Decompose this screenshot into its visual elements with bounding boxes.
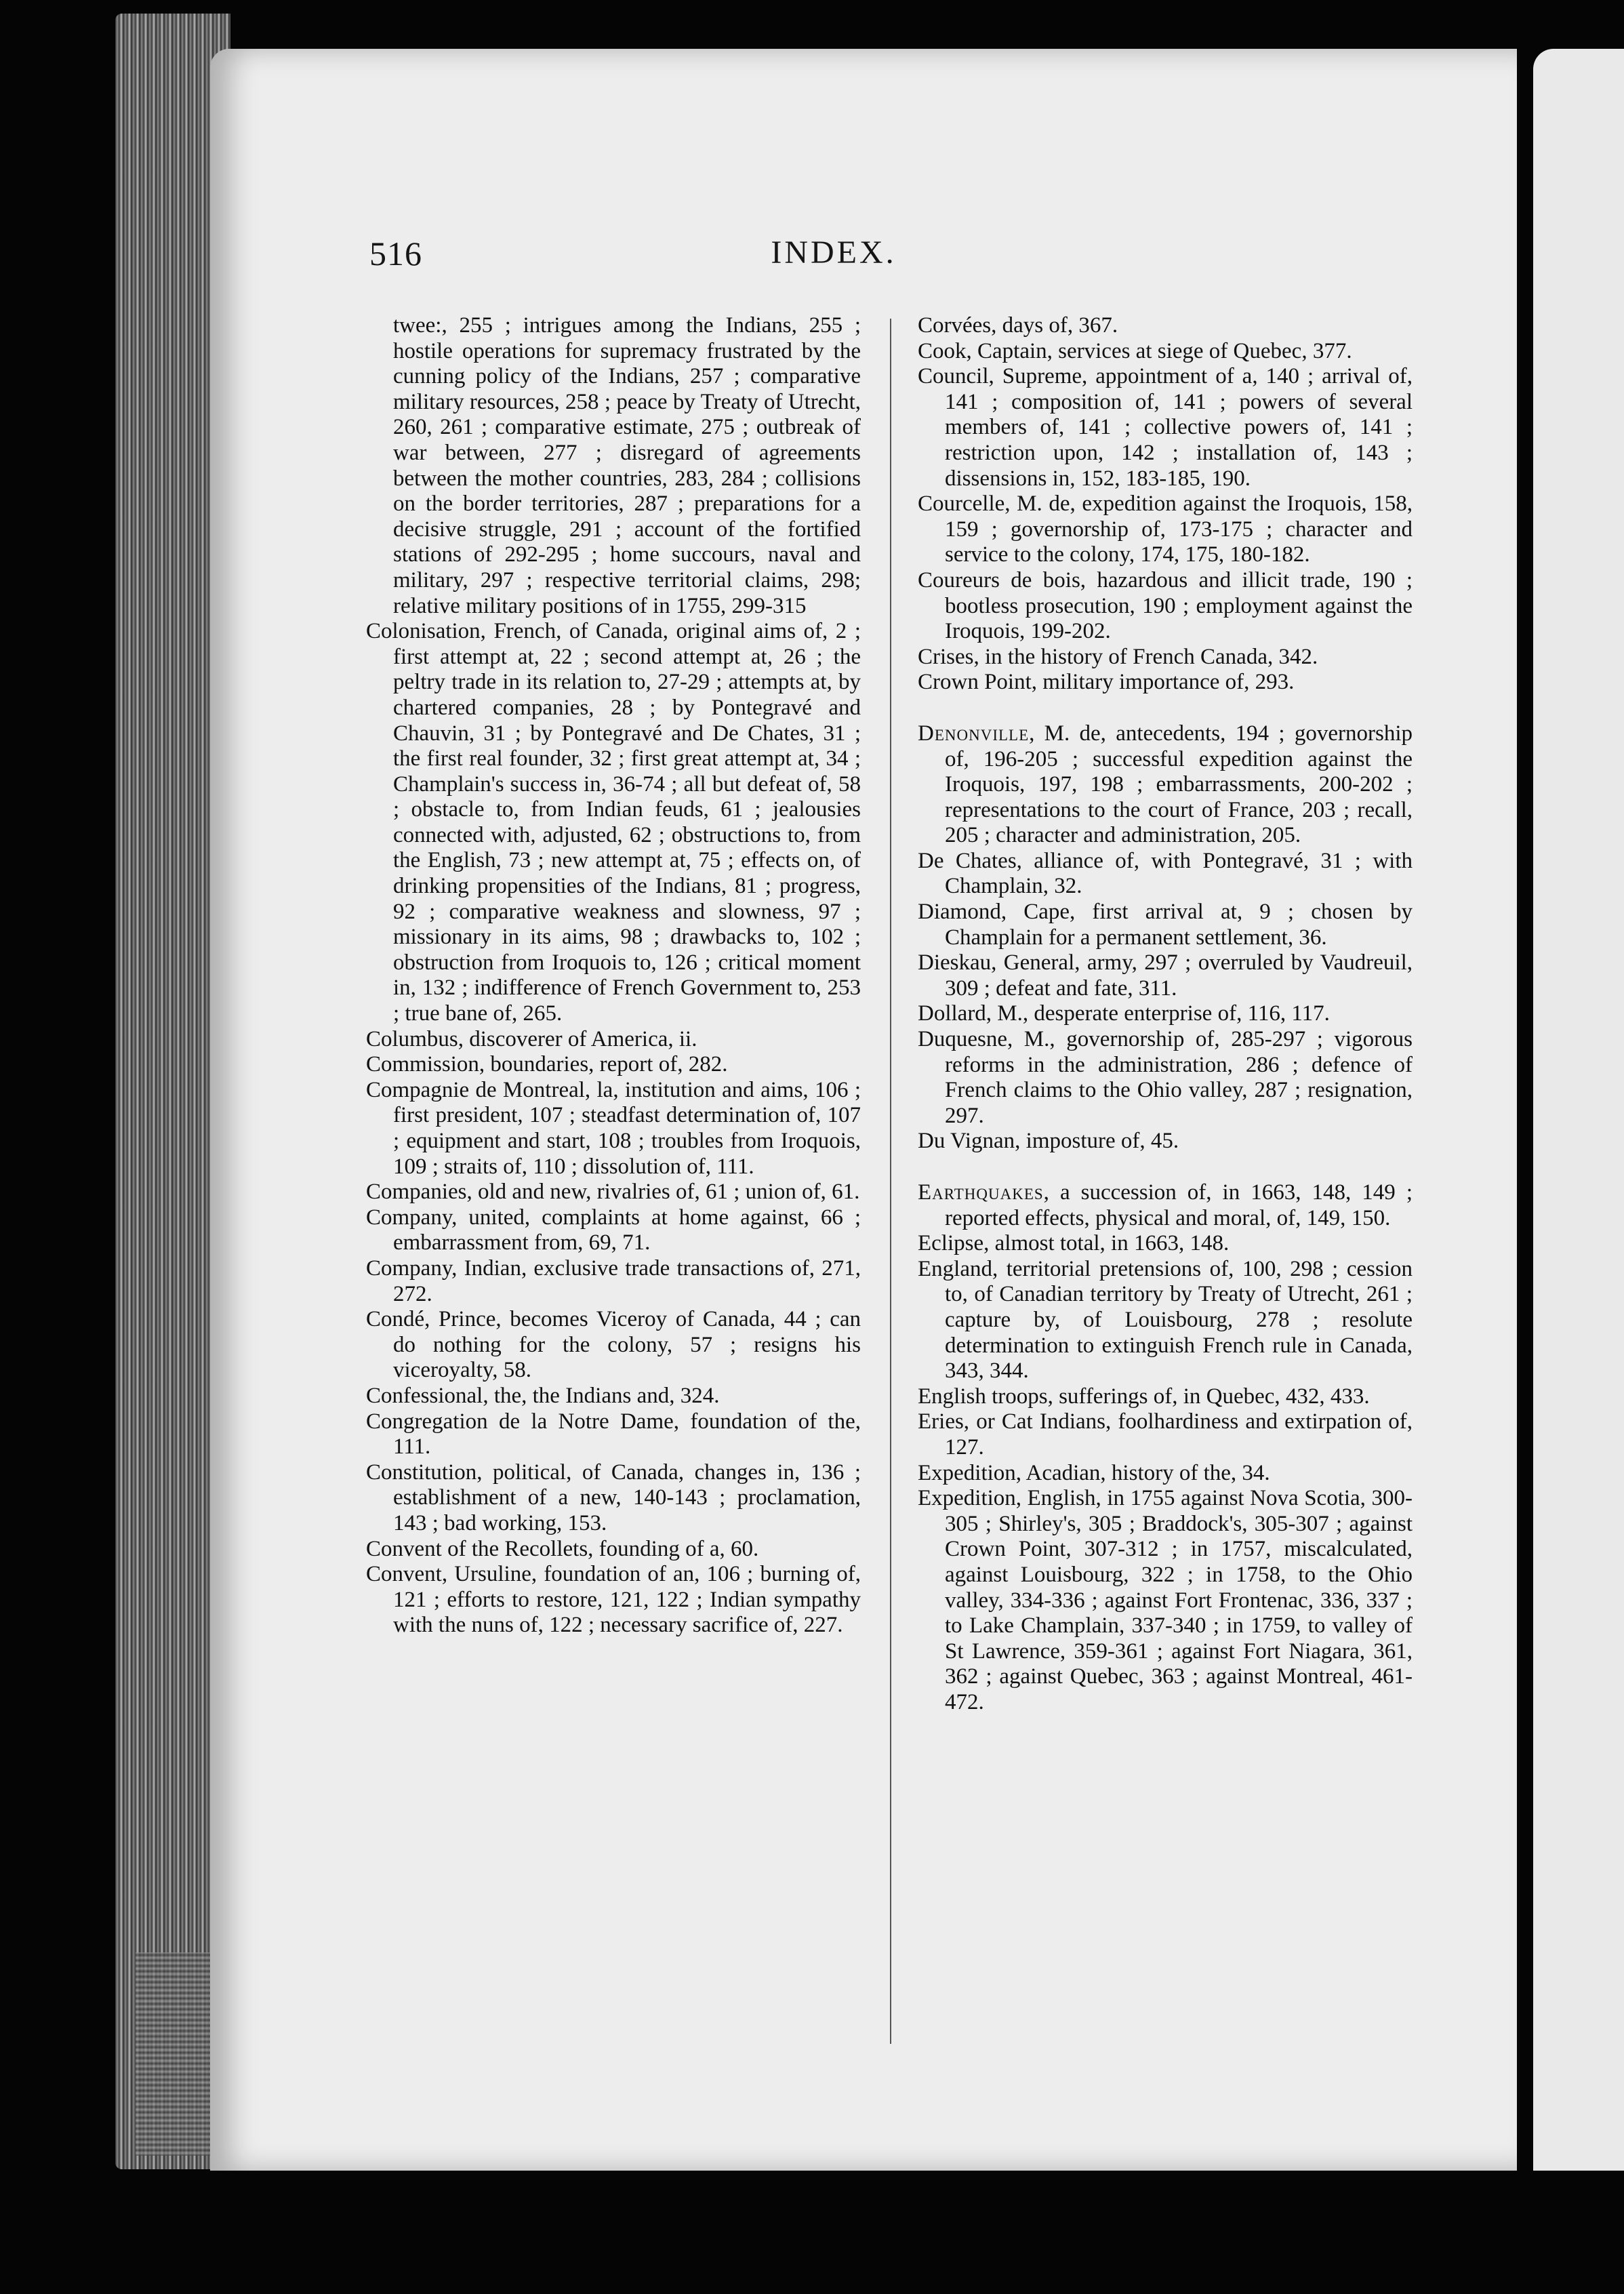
section-lead-word: Earthquakes: [918, 1180, 1044, 1205]
index-entry: Cook, Captain, services at siege of Quebec, 377.: [918, 338, 1352, 363]
index-entry: Du Vignan, imposture of, 45.: [918, 1129, 1179, 1154]
index-entry: Condé, Prince, becomes Viceroy of Canada, 44 ; can do nothing for the colony, 57 ; resigns his viceroyalty, 58.: [366, 1307, 861, 1383]
section-lead-word: Denonville: [918, 721, 1030, 746]
index-entry: Eclipse, almost total, in 1663, 148.: [918, 1231, 1230, 1256]
index-entry: Columbus, discoverer of America, ii.: [366, 1026, 697, 1051]
index-entry: Dieskau, General, army, 297 ; overruled by Vaudreuil, 309 ; defeat and fate, 311.: [918, 950, 1413, 1001]
index-entry: Colonisation, French, of Canada, original aims of, 2 ; first attempt at, 22 ; second attempt at, 26 ; the peltry trade in its relation to, 27-29 ; attempts at, by chartered companies, 28 ; by Pontegravé and Chauvin, 31 ; by Pontegravé and De Chates, 31 ; the first real founder, 32 ; first great attempt at, 34 ; Champlain's success in, 36-74 ; all but defeat of, 58 ; obstacle to, from Indian feuds, 61 ; jealousies connected with, adjusted, 62 ; obstructions to, from the English, 73 ; new attempt at, 75 ; effects on, of drinking propensities of the Indians, 81 ; progress, 92 ; comparative weakness and slowness, 97 ; missionary in its aims, 98 ; drawbacks to, 102 ; obstruction from Iroquois to, 126 ; critical moment in, 132 ; indifference of French Government to, 253 ; true bane of, 265.: [366, 619, 861, 1026]
index-entry: England, territorial pretensions of, 100, 298 ; cession to, of Canadian territory by Treaty of Utrecht, 261 ; capture by, of Louisbourg, 278 ; resolute determination to extinguish French rule in Canada, 343, 344.: [918, 1256, 1413, 1384]
index-entry: Coureurs de bois, hazardous and illicit trade, 190 ; bootless prosecution, 190 ; employment against the Iroquois, 199-202.: [918, 567, 1413, 644]
index-entry: Expedition, English, in 1755 against Nova Scotia, 300-305 ; Shirley's, 305 ; Braddock's, 305-307 ; against Crown Point, 307-312 ; in 1757, miscalculated, against Louisbourg, 322 ; in 1758, to the Ohio valley, 334-336 ; against Fort Frontenac, 336, 337 ; to Lake Champlain, 337-340 ; in 1759, to valley of St Lawrence, 359-361 ; against Fort Niagara, 361, 362 ; against Quebec, 363 ; against Montreal, 461-472.: [918, 1486, 1413, 1714]
index-entry: Corvées, days of, 367.: [918, 313, 1118, 338]
index-entry: Expedition, Acadian, history of the, 34.: [918, 1460, 1270, 1485]
index-entry: Council, Supreme, appointment of a, 140 ; arrival of, 141 ; composition of, 141 ; powers of several members of, 141 ; collective powers of, 141 ; restriction upon, 142 ; installation of, 143 ; dissensions in, 152, 183-185, 190.: [918, 364, 1413, 491]
index-entry: [918, 721, 1413, 849]
index-entry: twee:, 255 ; intrigues among the Indians, 255 ; hostile operations for supremacy frustrated by the cunning policy of the Indians, 257 ; comparative military resources, 258 ; peace by Treaty of Utrecht, 260, 261 ; comparative estimate, 275 ; outbreak of war between, 277 ; disregard of agreements between the mother countries, 283, 284 ; collisions on the border territories, 287 ; preparations for a decisive struggle, 291 ; account of the fortified stations of 292-295 ; home succours, naval and military, 297 ; respective territorial claims, 298; relative military positions of in 1755, 299-315: [393, 313, 861, 618]
index-entry: Constitution, political, of Canada, changes in, 136 ; establishment of a new, 140-143 ; proclamation, 143 ; bad working, 153.: [366, 1460, 861, 1535]
page-number: 516: [369, 235, 422, 273]
index-column-left: [366, 313, 861, 1638]
index-entry: Commission, boundaries, report of, 282.: [366, 1052, 728, 1077]
index-entry: English troops, sufferings of, in Quebec, 432, 433.: [918, 1384, 1370, 1409]
index-entry: Company, united, complaints at home against, 66 ; embarrassment from, 69, 71.: [366, 1205, 861, 1255]
running-title: INDEX.: [771, 235, 897, 270]
index-entry: Convent of the Recollets, founding of a, 60.: [366, 1536, 759, 1561]
index-entry: Courcelle, M. de, expedition against the Iroquois, 158, 159 ; governorship of, 173-175 ; character and service to the colony, 174, 175, 180-182.: [918, 491, 1413, 567]
column-divider: [890, 319, 891, 2044]
index-entry: Convent, Ursuline, foundation of an, 106 ; burning of, 121 ; efforts to restore, 121, 122 ; Indian sympathy with the nuns of, 122 ; necessary sacrifice of, 227.: [366, 1562, 861, 1638]
index-entry: De Chates, alliance of, with Pontegravé, 31 ; with Champlain, 32.: [918, 848, 1413, 899]
index-entry: Compagnie de Montreal, la, institution and aims, 106 ; first president, 107 ; steadfast determination of, 107 ; equipment and start, 108 ; troubles from Iroquois, 109 ; straits of, 110 ; dissolution of, 111.: [366, 1077, 861, 1179]
page-header: [369, 234, 1298, 275]
index-entry: Confessional, the, the Indians and, 324.: [366, 1383, 720, 1408]
index-column-right: [918, 313, 1413, 1715]
index-entry: Company, Indian, exclusive trade transactions of, 271, 272.: [366, 1255, 861, 1306]
index-entry: Duquesne, M., governorship of, 285-297 ; vigorous reforms in the administration, 286 ; defence of French claims to the Ohio valley, 287 ; resignation, 297.: [918, 1027, 1413, 1128]
section-gap: [918, 696, 1413, 721]
index-entry: Diamond, Cape, first arrival at, 9 ; chosen by Champlain for a permanent settlement, 36.: [918, 900, 1413, 950]
index-entry: Dollard, M., desperate enterprise of, 116, 117.: [918, 1001, 1330, 1026]
index-entry: Eries, or Cat Indians, foolhardiness and extirpation of, 127.: [918, 1409, 1413, 1460]
index-entry-text: , M. de, antecedents, 194 ; governorship of, 196-205 ; successful expedition against the Iroquois, 197, 198 ; embarrassments, 200-202 ; representations to the court of France, 203 ; recall, 205 ; character and administration, 205.: [945, 721, 1413, 848]
index-entry: [918, 1180, 1413, 1231]
index-entry: Congregation de la Notre Dame, foundation of the, 111.: [366, 1409, 861, 1460]
index-entry: Crown Point, military importance of, 293.: [918, 670, 1295, 695]
facing-page-edge: [1533, 49, 1624, 2171]
index-entry: Companies, old and new, rivalries of, 61 ; union of, 61.: [366, 1180, 860, 1205]
index-entry: Crises, in the history of French Canada, 342.: [918, 644, 1318, 669]
index-entry-text: , a succession of, in 1663, 148, 149 ; reported effects, physical and moral, of, 149, 150.: [945, 1180, 1413, 1230]
section-gap: [918, 1154, 1413, 1180]
